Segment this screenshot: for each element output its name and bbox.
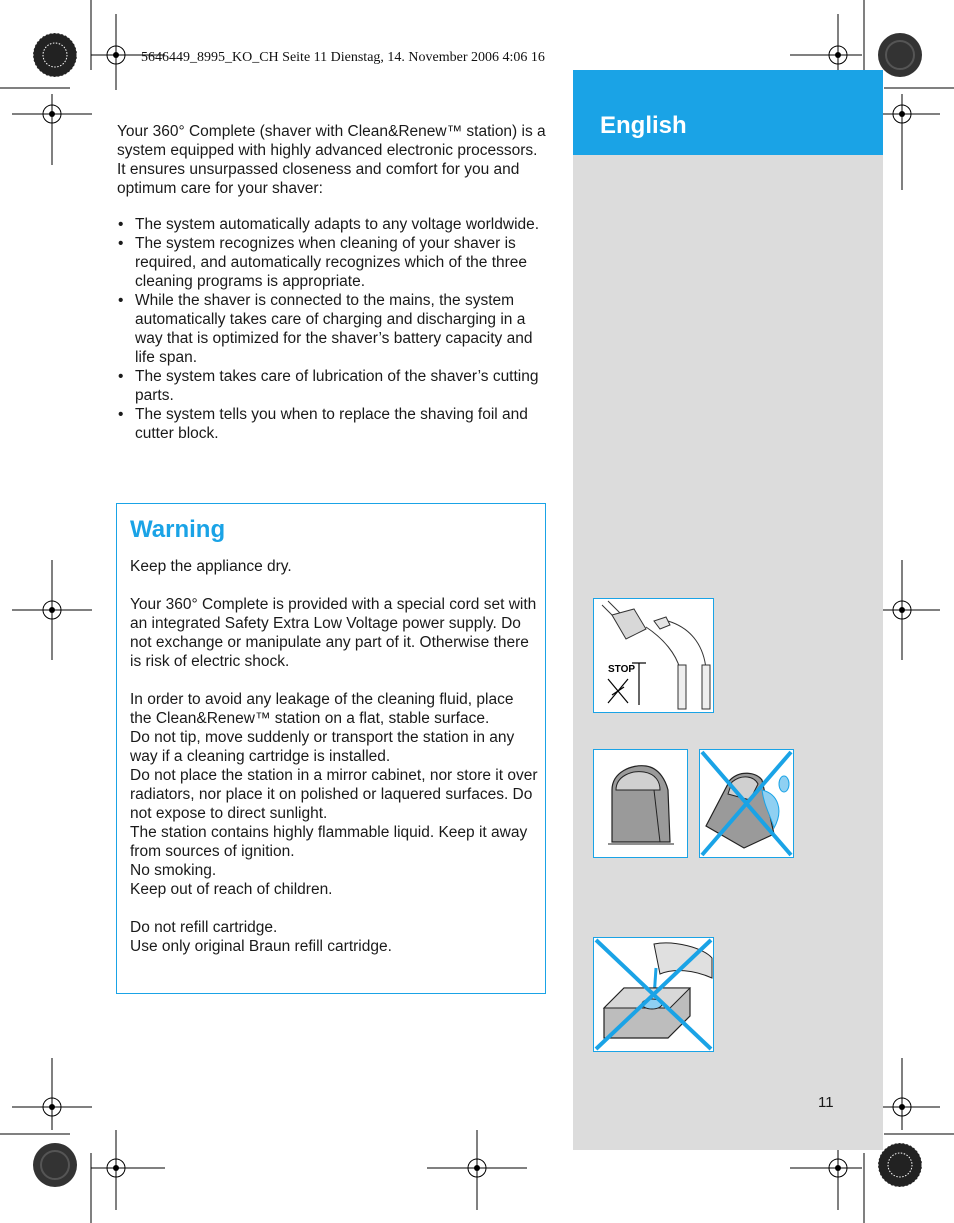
tilted-station-icon (700, 750, 793, 857)
station-icon (594, 750, 687, 857)
plug-icon (594, 599, 713, 712)
stop-label: STOP (608, 664, 636, 675)
warning-paragraph: No smoking. (130, 862, 217, 879)
upright-station-figure (593, 749, 688, 858)
tilted-station-figure (699, 749, 794, 858)
print-header: 5646449_8995_KO_CH Seite 11 Dienstag, 14. November 2006 4:06 16 (141, 50, 545, 65)
refill-cartridge-figure (593, 937, 714, 1052)
list-item: • The system automatically adapts to any voltage worldwide. (117, 215, 549, 234)
list-item: • The system takes care of lubrication of the shaver’s cutting parts. (117, 367, 549, 405)
page-number: 11 (818, 1094, 834, 1111)
warning-text (130, 557, 538, 956)
warning-paragraph: Do not tip, move suddenly or transport the station in any way if a cleaning cartridge is installed. (130, 729, 515, 765)
warning-paragraph: Use only original Braun refill cartridge. (130, 938, 392, 955)
cord-set-figure (593, 598, 714, 713)
warning-paragraph: Do not place the station in a mirror cabinet, nor store it over radiators, nor place it on polished or laquered surfaces. Do not expose to direct sunlight. (130, 767, 538, 822)
intro-paragraph: Your 360° Complete (shaver with Clean&Renew™ station) is a system equipped with highly advanced electronic processors. It ensures unsurpassed closeness and comfort for you and optimum care for your shaver: (117, 123, 546, 197)
language-title: English (600, 112, 687, 139)
warning-paragraph: In order to avoid any leakage of the cleaning fluid, place the Clean&Renew™ station on a flat, stable surface. (130, 691, 514, 727)
warning-title: Warning (130, 516, 226, 543)
warning-paragraph: Your 360° Complete is provided with a special cord set with an integrated Safety Extra Low Voltage power supply. Do not exchange or manipulate any part of it. Otherwise there is risk of electric shock. (130, 596, 537, 670)
cartridge-icon (594, 938, 713, 1051)
warning-paragraph: Keep out of reach of children. (130, 881, 333, 898)
list-item: • The system tells you when to replace the shaving foil and cutter block. (117, 405, 549, 443)
list-item: • The system recognizes when cleaning of your shaver is required, and automatically recognizes which of the three cleaning programs is appropriate. (117, 234, 549, 291)
warning-paragraph: Do not refill cartridge. (130, 919, 278, 936)
warning-paragraph: The station contains highly flammable liquid. Keep it away from sources of ignition. (130, 824, 528, 860)
list-item: • While the shaver is connected to the mains, the system automatically takes care of charging and discharging in a way that is optimized for the shaver’s battery capacity and life span. (117, 291, 549, 367)
feature-list (117, 215, 549, 443)
warning-paragraph: Keep the appliance dry. (130, 558, 292, 575)
